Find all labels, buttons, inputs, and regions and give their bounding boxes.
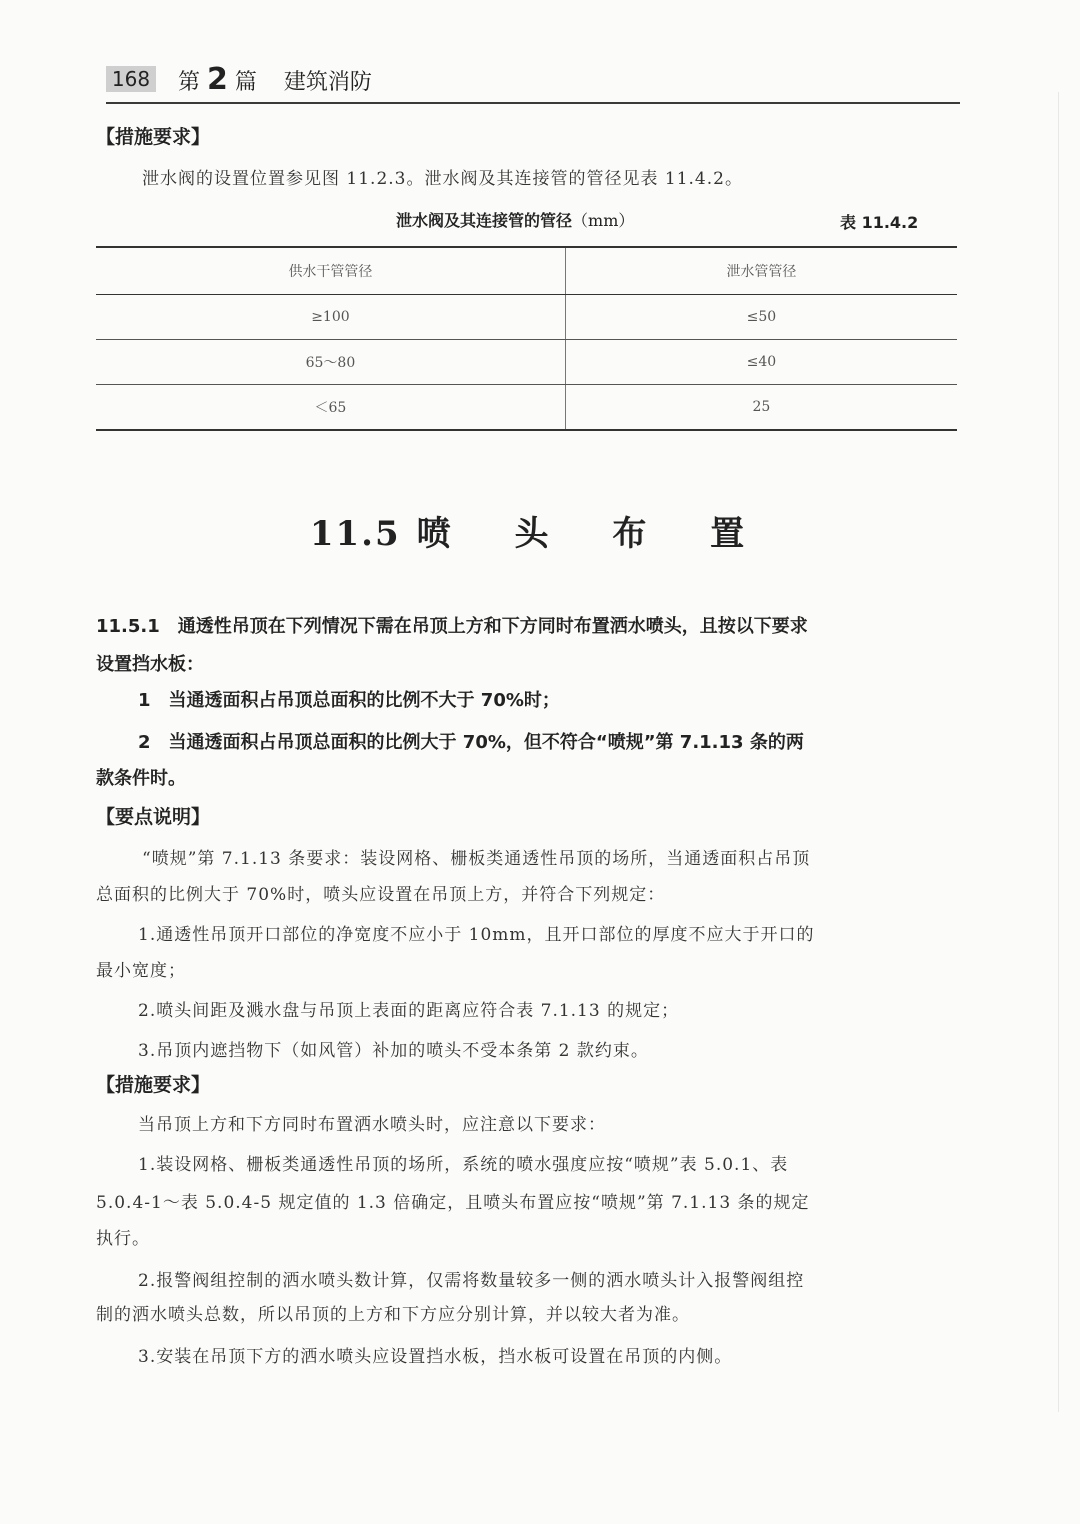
- table-caption-text: 泄水阀及其连接管的管径: [396, 211, 573, 230]
- part-suffix: 篇: [234, 70, 257, 95]
- measures-line: 1.装设网格、栅板类通透性吊顶的场所，系统的喷水强度应按“喷规”表 5.0.1、表: [138, 1155, 789, 1175]
- measures-line: 3.安装在吊顶下方的洒水喷头应设置挡水板，挡水板可设置在吊顶的内侧。: [138, 1347, 733, 1367]
- table-cell: ≤40: [565, 340, 957, 385]
- table-cell: 25: [565, 385, 957, 431]
- clause-item-1: 1 当通透面积占吊顶总面积的比例不大于 70%时；: [138, 690, 560, 711]
- explain-line: 3.吊顶内遮挡物下（如风管）补加的喷头不受本条第 2 款约束。: [138, 1041, 649, 1061]
- measures-heading-2: 【措施要求】: [96, 1074, 211, 1096]
- measures-line: 执行。: [96, 1229, 150, 1249]
- table-row: [96, 295, 957, 340]
- page-number: 168: [106, 66, 156, 92]
- valve-position-text: 泄水阀的设置位置参见图 11.2.3。泄水阀及其连接管的管径见表 11.4.2。: [142, 169, 743, 189]
- clause-item-2-line-2: 款条件时。: [96, 768, 186, 789]
- explain-line: “喷规”第 7.1.13 条要求：装设网格、栅板类通透性吊顶的场所，当通透面积占吊顶: [142, 849, 811, 869]
- page-edge-shadow: [1058, 92, 1059, 1412]
- table-cell: ≤50: [565, 295, 957, 340]
- part-prefix: 第: [178, 70, 201, 95]
- pipe-diameter-table: [96, 246, 957, 431]
- explain-line: 1.通透性吊顶开口部位的净宽度不应小于 10mm，且开口部位的厚度不应大于开口的: [138, 925, 815, 945]
- clause-line-2: 设置挡水板：: [96, 654, 204, 675]
- table-cell: ＜65: [96, 385, 565, 431]
- clause-line-1: 11.5.1 通透性吊顶在下列情况下需在吊顶上方和下方同时布置洒水喷头，且按以下要求: [96, 616, 808, 637]
- table-label: 表 11.4.2: [840, 213, 919, 232]
- measures-heading-1: 【措施要求】: [96, 126, 211, 148]
- table-row: [96, 385, 957, 431]
- key-points-heading: 【要点说明】: [96, 806, 211, 828]
- section-name: 喷 头 布 置: [416, 514, 771, 554]
- column-header: 供水干管管径: [96, 247, 565, 295]
- column-header: 泄水管管径: [565, 247, 957, 295]
- part-title: [178, 62, 372, 97]
- table-caption-unit: （mm）: [572, 211, 635, 230]
- book-title: 建筑消防: [283, 70, 372, 95]
- measures-line: 5.0.4-1～表 5.0.4-5 规定值的 1.3 倍确定，且喷头布置应按“喷规”第 7.1.13 条的规定: [96, 1193, 810, 1213]
- table-row: [96, 340, 957, 385]
- section-title: [0, 506, 1080, 555]
- clause-item-2-line-1: 2 当通透面积占吊顶总面积的比例大于 70%，但不符合“喷规”第 7.1.13 条的两: [138, 732, 804, 753]
- part-number: 2: [207, 62, 228, 97]
- table-cell: ≥100: [96, 295, 565, 340]
- table-header-row: [96, 247, 957, 295]
- table-cell: 65～80: [96, 340, 565, 385]
- measures-line: 制的洒水喷头总数，所以吊顶的上方和下方应分别计算，并以较大者为准。: [96, 1305, 690, 1325]
- measures-line: 2.报警阀组控制的洒水喷头数计算，仅需将数量较多一侧的洒水喷头计入报警阀组控: [138, 1271, 805, 1291]
- explain-line: 最小宽度；: [96, 961, 186, 981]
- explain-line: 总面积的比例大于 70%时，喷头应设置在吊顶上方，并符合下列规定：: [96, 885, 666, 905]
- measures-line: 当吊顶上方和下方同时布置洒水喷头时，应注意以下要求：: [138, 1115, 606, 1135]
- table-caption: [396, 208, 634, 231]
- explain-line: 2.喷头间距及溅水盘与吊顶上表面的距离应符合表 7.1.13 的规定；: [138, 1001, 680, 1021]
- page-header: [106, 58, 960, 104]
- section-number: 11.5: [309, 514, 401, 554]
